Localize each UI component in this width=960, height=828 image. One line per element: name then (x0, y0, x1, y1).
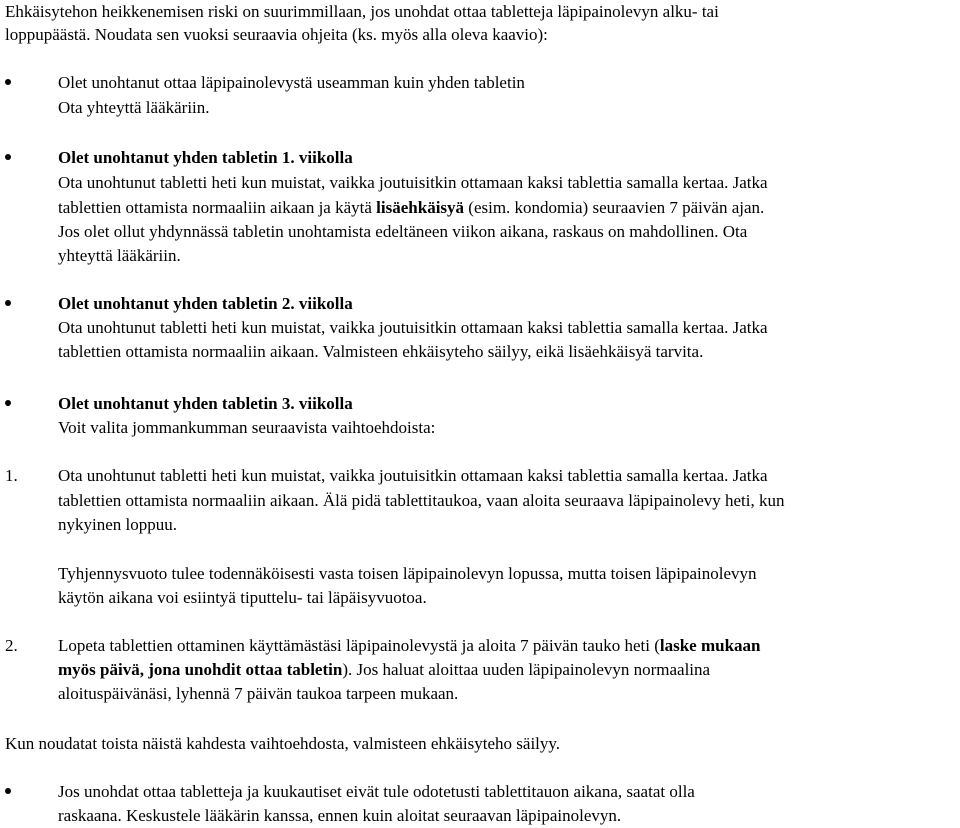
section-3-line-2: tablettien ottamista normaaliin aikaan. Valmisteen ehkäisyteho säilyy, eikä lisäehkäisyä tarvita. (58, 342, 704, 361)
bullet-icon (5, 154, 11, 160)
emphasis-unohdit: myös päivä, jona unohdit ottaa tabletin (58, 660, 343, 679)
bullet-icon (5, 79, 11, 85)
section-2-line-4: yhteyttä lääkäriin. (58, 246, 181, 265)
section-2-line-2: tablettien ottamista normaaliin aikaan ja käytä lisäehkäisyä (esim. kondomia) seuraavien 7 päivän ajan. (58, 198, 765, 217)
option-1-para-2-line-2: käytön aikana voi esiintyä tiputtelu- tai läpäisyvuotoa. (58, 588, 427, 607)
option-2-number: 2. (5, 636, 18, 655)
intro-line-2: loppupäästä. Noudata sen vuoksi seuraavia ohjeita (ks. myös alla oleva kaavio): (5, 25, 548, 44)
bullet-icon (5, 400, 11, 406)
section-4-title: Olet unohtanut yhden tabletin 3. viikolla (58, 394, 353, 413)
section-4-line-1: Voit valita jommankumman seuraavista vaihtoehdoista: (58, 418, 436, 437)
option-1-number: 1. (5, 466, 18, 485)
section-5-line-1: Jos unohdat ottaa tabletteja ja kuukautiset eivät tule odotetusti tablettitauon aikana, saatat olla (58, 782, 695, 801)
section-1-text: Ota yhteyttä lääkäriin. (58, 98, 210, 117)
option-2-line-2: myös päivä, jona unohdit ottaa tabletin). Jos haluat aloittaa uuden läpipainolevyn normaalina (58, 660, 711, 679)
option-1-line-3: nykyinen loppuu. (58, 515, 177, 534)
option-2-line-3: aloituspäivänäsi, lyhennä 7 päivän taukoa tarpeen mukaan. (58, 684, 459, 703)
bullet-icon (5, 788, 11, 794)
section-2-line-1: Ota unohtunut tabletti heti kun muistat, vaikka joutuisitkin ottamaan kaksi tablettia samalla kertaa. Jatka (58, 173, 768, 192)
option-2-line-1: Lopeta tablettien ottaminen käyttämästäsi läpipainolevystä ja aloita 7 päivän tauko heti (laske mukaan (58, 636, 761, 655)
closing-text: Kun noudatat toista näistä kahdesta vaihtoehdosta, valmisteen ehkäisyteho säilyy. (5, 734, 561, 753)
section-2-title: Olet unohtanut yhden tabletin 1. viikolla (58, 148, 353, 167)
section-3-line-1: Ota unohtunut tabletti heti kun muistat, vaikka joutuisitkin ottamaan kaksi tablettia samalla kertaa. Jatka (58, 318, 768, 337)
emphasis-laske-mukaan: laske mukaan (659, 636, 761, 655)
option-1-para-2-line-1: Tyhjennysvuoto tulee todennäköisesti vasta toisen läpipainolevyn lopussa, mutta toisen läpipainolevyn (58, 564, 757, 583)
bullet-icon (5, 300, 11, 306)
section-1-title: Olet unohtanut ottaa läpipainolevystä useamman kuin yhden tabletin (58, 73, 525, 92)
option-1-line-1: Ota unohtunut tabletti heti kun muistat, vaikka joutuisitkin ottamaan kaksi tablettia samalla kertaa. Jatka (58, 466, 768, 485)
section-3-title: Olet unohtanut yhden tabletin 2. viikolla (58, 294, 353, 313)
intro-line-1: Ehkäisytehon heikkenemisen riski on suurimmillaan, jos unohdat ottaa tabletteja läpipainolevyn alku- tai (5, 2, 719, 21)
section-2-line-3: Jos olet ollut yhdynnässä tabletin unohtamista edeltäneen viikon aikana, raskaus on mahdollinen. Ota (58, 222, 748, 241)
section-5-line-2: raskaana. Keskustele lääkärin kanssa, ennen kuin aloitat seuraavan läpipainolevyn. (58, 806, 622, 825)
option-1-line-2: tablettien ottamista normaaliin aikaan. Älä pidä tablettitaukoa, vaan aloita seuraava läpipainolevy heti, kun (58, 491, 785, 510)
emphasis-lisaehkaisya: lisäehkäisyä (376, 198, 465, 217)
